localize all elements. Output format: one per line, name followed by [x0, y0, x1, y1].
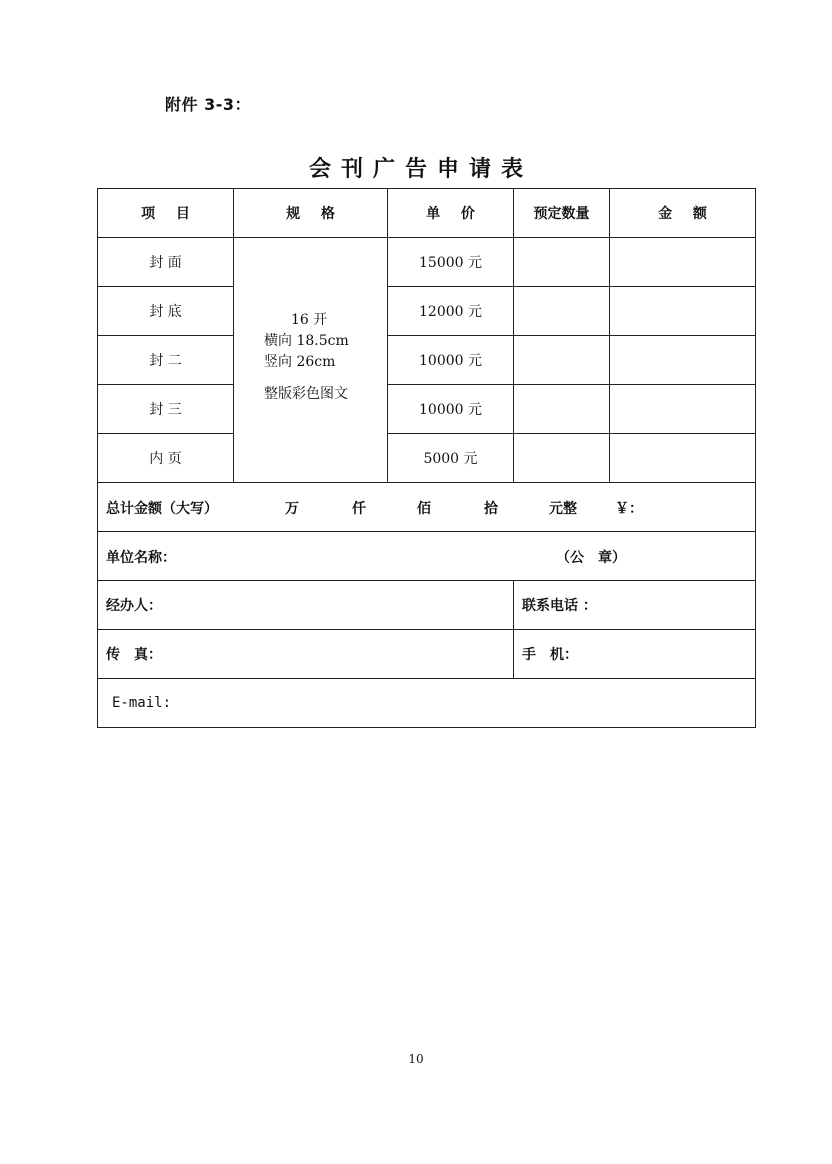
total-label: 总计金额（大写）	[106, 501, 218, 517]
email-row	[98, 679, 756, 728]
phone-label: 联系电话 ：	[522, 598, 597, 614]
form-title: 会刊广告申请表	[308, 157, 533, 182]
spec-width: 横向 18.5cm	[264, 333, 349, 349]
spec-height: 竖向 26cm	[264, 354, 336, 370]
amount-cell[interactable]	[610, 434, 756, 483]
mobile-label: 手 机：	[522, 647, 578, 663]
phone-field[interactable]	[514, 581, 756, 630]
handler-label: 经办人：	[106, 598, 162, 614]
total-wan: 万	[285, 501, 299, 517]
header-quantity: 预定数量	[514, 189, 610, 238]
amount-cell[interactable]	[610, 287, 756, 336]
item-cell: 封 面	[98, 238, 234, 287]
item-cell: 内 页	[98, 434, 234, 483]
quantity-cell[interactable]	[514, 287, 610, 336]
total-amount-field[interactable]	[98, 483, 756, 532]
unit-name-field[interactable]	[98, 532, 756, 581]
table-row	[98, 287, 756, 336]
quantity-cell[interactable]	[514, 238, 610, 287]
total-yen: ￥：	[615, 501, 643, 517]
table-row	[98, 238, 756, 287]
spec-cell	[234, 238, 388, 483]
price-cell: 10000 元	[388, 336, 514, 385]
header-amount: 金 额	[610, 189, 756, 238]
header-item: 项 目	[98, 189, 234, 238]
table-row	[98, 385, 756, 434]
total-yuan: 元整	[549, 501, 577, 517]
item-cell: 封 二	[98, 336, 234, 385]
total-qian: 仟	[352, 501, 366, 517]
fax-label: 传 真：	[106, 647, 162, 663]
item-cell: 封 底	[98, 287, 234, 336]
seal-label: （公 章）	[556, 550, 626, 566]
quantity-cell[interactable]	[514, 385, 610, 434]
table-row	[98, 336, 756, 385]
email-field[interactable]	[98, 679, 756, 728]
price-cell: 15000 元	[388, 238, 514, 287]
amount-cell[interactable]	[610, 385, 756, 434]
email-label: E-mail:	[112, 695, 172, 711]
header-price: 单 价	[388, 189, 514, 238]
fax-field[interactable]	[98, 630, 514, 679]
total-shi: 拾	[484, 501, 498, 517]
quantity-cell[interactable]	[514, 336, 610, 385]
quantity-cell[interactable]	[514, 434, 610, 483]
total-bai: 佰	[417, 501, 431, 517]
attachment-label: 附件 3-3：	[165, 95, 251, 114]
handler-row	[98, 581, 756, 630]
unit-row	[98, 532, 756, 581]
item-cell: 封 三	[98, 385, 234, 434]
table-row	[98, 434, 756, 483]
table-header-row	[98, 189, 756, 238]
unit-name-label: 单位名称：	[106, 550, 176, 566]
spec-color: 整版彩色图文	[264, 386, 348, 402]
application-table	[97, 188, 756, 728]
amount-cell[interactable]	[610, 336, 756, 385]
fax-row	[98, 630, 756, 679]
header-spec: 规 格	[234, 189, 388, 238]
price-cell: 12000 元	[388, 287, 514, 336]
total-row	[98, 483, 756, 532]
page-number: 10	[408, 1052, 424, 1066]
price-cell: 5000 元	[388, 434, 514, 483]
price-cell: 10000 元	[388, 385, 514, 434]
mobile-field[interactable]	[514, 630, 756, 679]
amount-cell[interactable]	[610, 238, 756, 287]
handler-field[interactable]	[98, 581, 514, 630]
spec-size: 16 开	[291, 312, 328, 328]
